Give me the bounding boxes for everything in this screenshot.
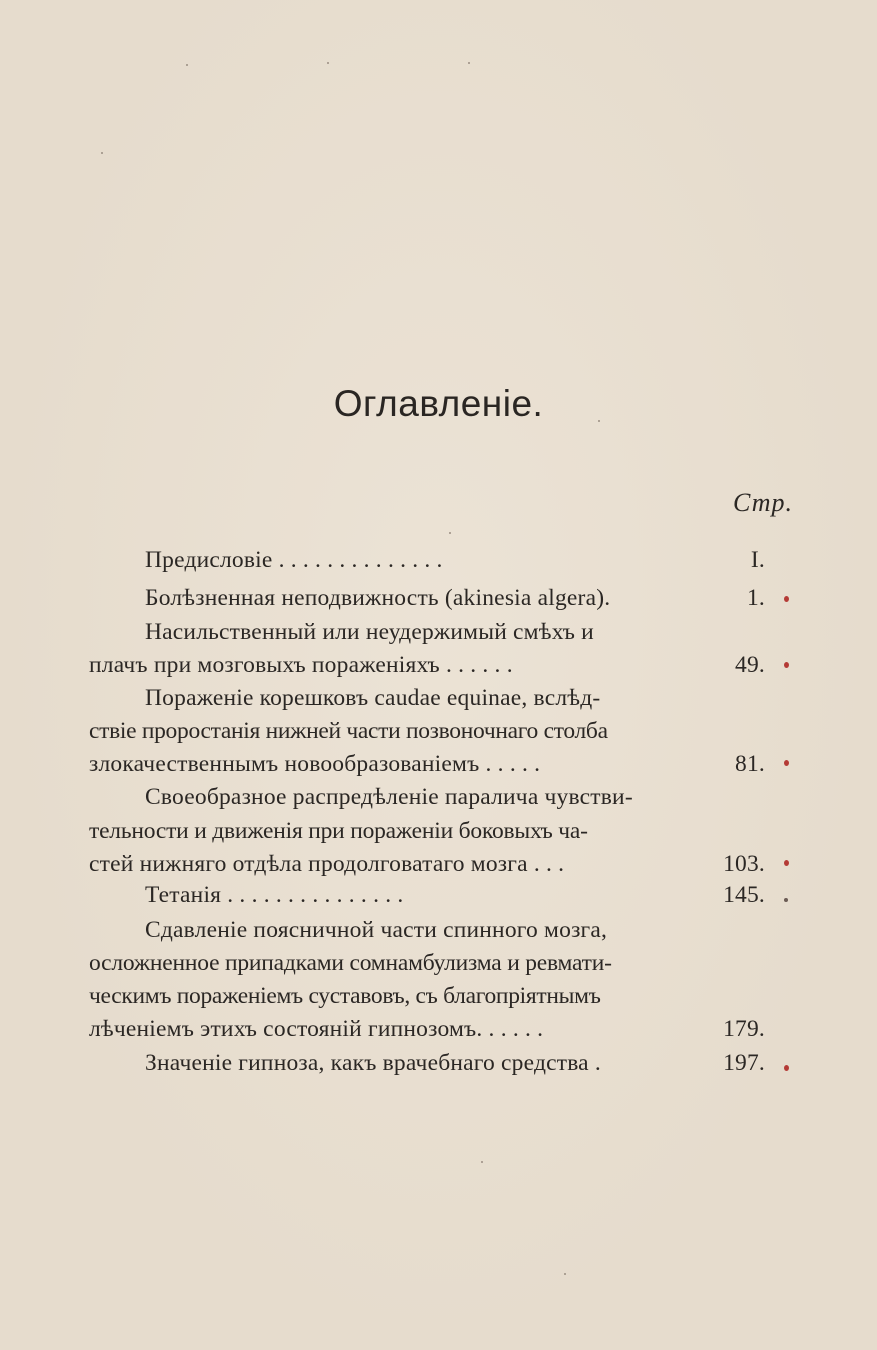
margin-mark [784,596,789,602]
toc-entry-text: Насильственный или неудержимый смѣхъ и [145,619,594,645]
paper-speck [598,420,600,422]
toc-entry [145,540,765,580]
toc-entry-text: ствіе проростанія нижней части позвоночнаго столба [89,718,608,744]
margin-mark [784,760,789,766]
margin-mark [784,662,789,668]
toc-entry-text: лѣченіемъ этихъ состояній гипнозомъ. . . . . . [89,1016,544,1042]
paper-speck [186,64,188,66]
toc-entry-page: 1. [746,585,765,611]
paper-speck [468,62,470,64]
toc-entry-page: 197. [723,1050,765,1076]
paper-speck [564,1273,566,1275]
margin-mark [784,1065,789,1071]
toc-entry-page: 179. [723,1016,765,1042]
page-title: Оглавленіе. [333,383,544,424]
toc-entry-text: Тетанія . . . . . . . . . . . . . . . [145,882,404,908]
margin-mark [784,860,789,866]
toc-entry-text: осложненное припадками сомнамбулизма и ревмати- [89,950,612,976]
paper-speck [327,62,329,64]
toc-entry-text: стей нижняго отдѣла продолговатаго мозга . . . [89,851,565,877]
toc-entry-text: злокачественнымъ новообразованіемъ . . . . . [89,751,541,777]
toc-entry-text: плачъ при мозговыхъ пораженіяхъ . . . . . . [89,652,513,678]
paper-speck [481,1161,483,1163]
toc-entry-page: 145. [723,882,765,908]
toc-entry-text: Сдавленіе поясничной части спинного мозга, [145,917,608,943]
toc-entry [145,1043,765,1083]
toc-entry-text: ческимъ пораженіемъ суставовъ, съ благопріятнымъ [89,983,601,1009]
toc-entry-text: Болѣзненная неподвижность (akinesia algera). [145,585,611,611]
toc-entry-text: Предисловіе . . . . . . . . . . . . . . [145,547,443,573]
toc-entry [145,875,765,915]
toc-entry-text: тельности и движенія при пораженіи боковыхъ ча- [89,818,588,844]
toc-entry-page: 81. [735,751,765,777]
toc-entry-page: 103. [723,851,765,877]
page-column-header: Стр. [733,488,793,517]
toc-entry-text: Пораженіе корешковъ caudae equinae, вслѣд- [145,685,601,711]
paper-speck [449,532,451,534]
toc-entry-text: Значеніе гипноза, какъ врачебнаго средства . [145,1050,601,1076]
paper-speck [101,152,103,154]
toc-entry-page: I. [750,547,765,573]
toc-entry-text: Своеобразное распредѣленіе паралича чувстви- [145,784,633,810]
toc-entry-page: 49. [735,652,765,678]
margin-mark [784,898,788,902]
